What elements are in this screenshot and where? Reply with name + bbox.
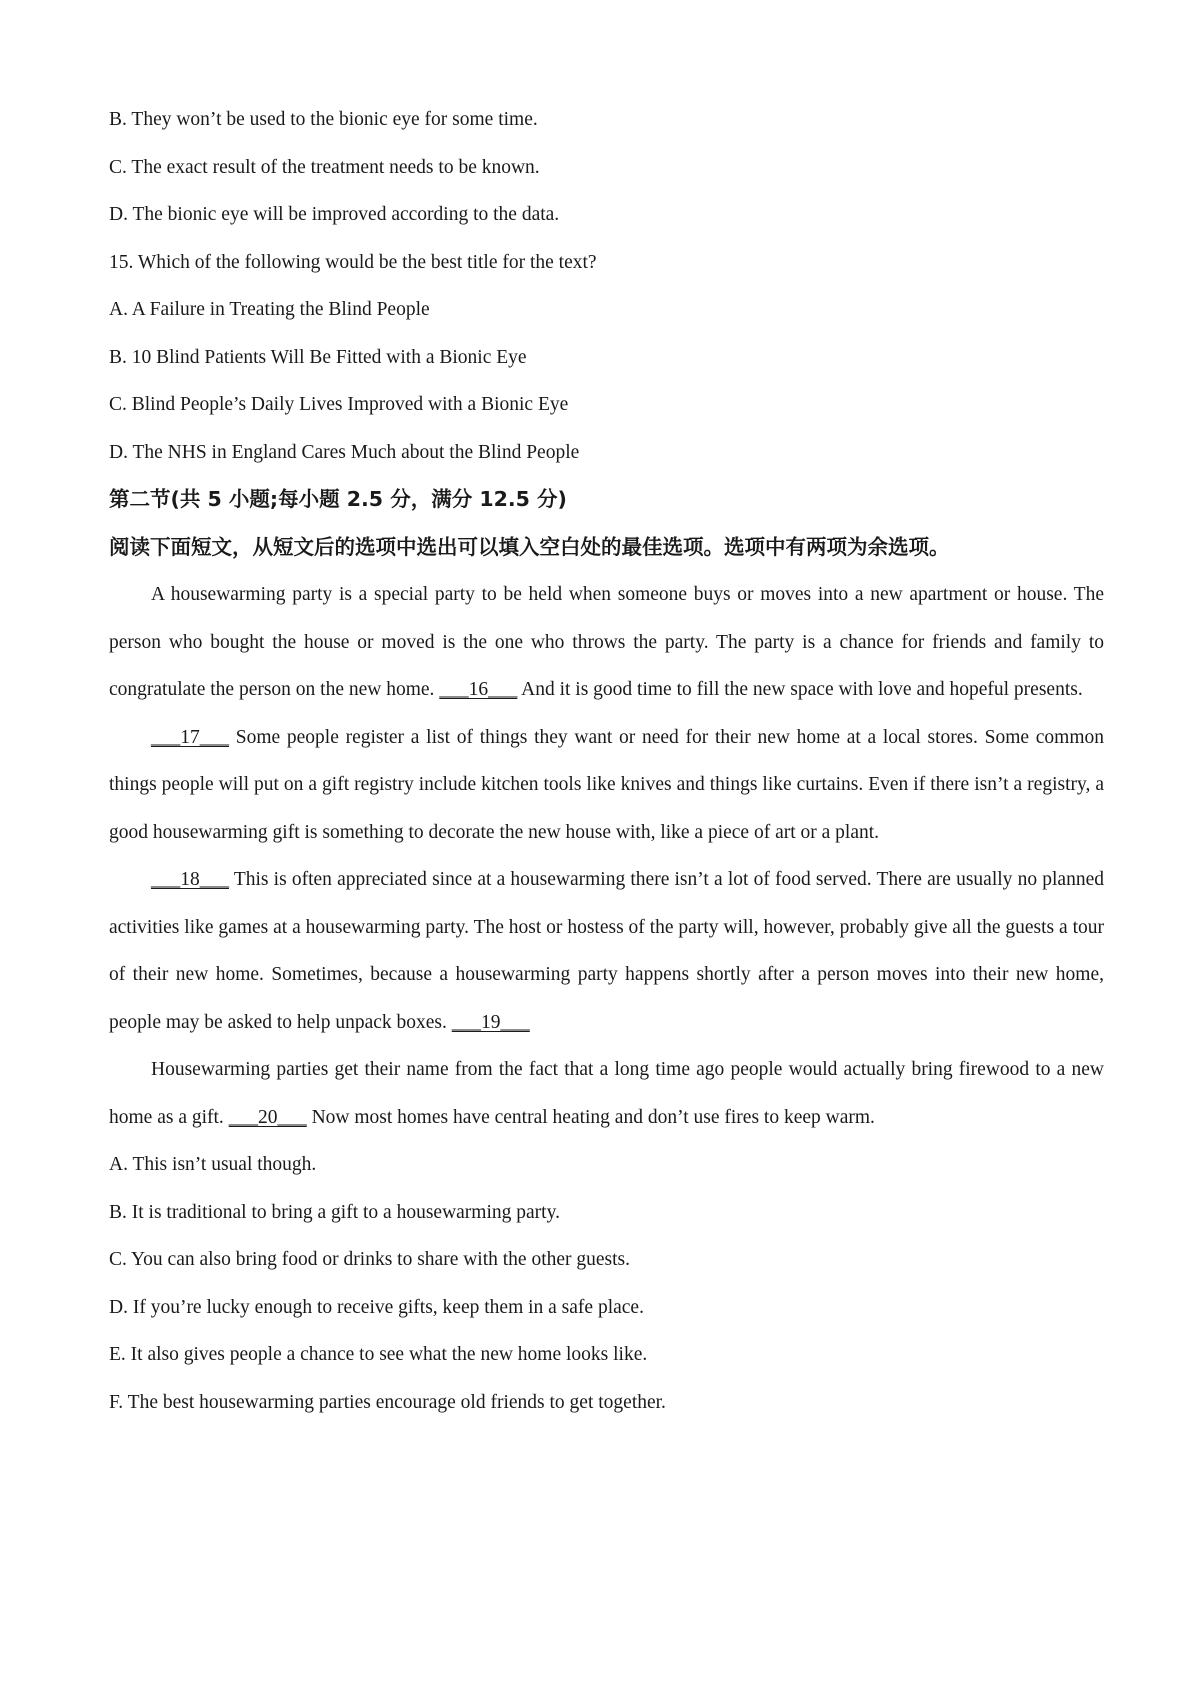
q15-option-b: B. 10 Blind Patients Will Be Fitted with a Bionic Eye — [109, 346, 527, 368]
paragraph-text: And it is good time to fill the new space with love and hopeful presents. — [517, 679, 1083, 700]
q14-option-b: B. They won’t be used to the bionic eye for some time. — [109, 109, 538, 130]
section-instruction: 阅读下面短文，从短文后的选项中选出可以填入空白处的最佳选项。选项中有两项为余选项。 — [109, 534, 950, 559]
choice-b: B. It is traditional to bring a gift to a housewarming party. — [109, 1201, 560, 1223]
paragraph-text: Some people register a list of things they want or need for their new home at a local stores. Some common things people will put on a gift registry include kitchen tools like knives and things like curtains. Even if there isn’t a registry, a good housewarming gift is something to decorate the new house with, like a piece of art or a plant. — [109, 726, 1104, 843]
passage-paragraph-2 — [109, 714, 1104, 857]
blank-20: ___20___ — [228, 1106, 307, 1128]
blank-18: ___18___ — [151, 869, 229, 890]
choice-d: D. If you’re lucky enough to receive gifts, keep them in a safe place. — [109, 1296, 644, 1318]
choice-c: C. You can also bring food or drinks to share with the other guests. — [109, 1249, 631, 1270]
paragraph-text: A housewarming party is a special party to be held when someone buys or moves into a new apartment or house. The person who bought the house or moved is the one who throws the party. The party is a chance for friends and family to congratulate the person on the new home. — [109, 584, 1104, 700]
paragraph-text: This is often appreciated since at a housewarming there isn’t a lot of food served. There are usually no planned activities like games at a housewarming party. The host or hostess of the party will, however, probably give all the guests a tour of their new home. Sometimes, because a housewarming party happens shortly after a person moves into their new home, people may be asked to help unpack boxes. — [109, 869, 1104, 1033]
passage-paragraph-1 — [109, 571, 1104, 714]
choice-a: A. This isn’t usual though. — [109, 1154, 317, 1175]
q14-option-d: D. The bionic eye will be improved according to the data. — [109, 204, 560, 225]
q15-option-d: D. The NHS in England Cares Much about the Blind People — [109, 441, 580, 463]
blank-16: ___16___ — [439, 679, 518, 700]
passage-paragraph-3 — [109, 856, 1104, 1046]
choice-f: F. The best housewarming parties encourage old friends to get together. — [109, 1391, 666, 1413]
blank-19: ___19___ — [451, 1011, 530, 1033]
q15-option-a: A. A Failure in Treating the Blind People — [109, 299, 430, 320]
paragraph-text: Now most homes have central heating and don’t use fires to keep warm. — [306, 1106, 875, 1128]
choice-e: E. It also gives people a chance to see what the new home looks like. — [109, 1344, 648, 1365]
passage-paragraph-4 — [109, 1046, 1104, 1141]
paragraph-text: Housewarming parties get their name from the fact that a long time ago people would actually bring firewood to a new home as a gift. — [109, 1059, 1104, 1128]
q15-question: 15. Which of the following would be the best title for the text? — [109, 251, 597, 273]
section-title: 第二节(共 5 小题;每小题 2.5 分，满分 12.5 分) — [109, 487, 567, 511]
exam-page — [109, 96, 1104, 1426]
q14-option-c: C. The exact result of the treatment needs to be known. — [109, 156, 540, 178]
blank-17: ___17___ — [151, 726, 229, 748]
q15-option-c: C. Blind People’s Daily Lives Improved with a Bionic Eye — [109, 394, 569, 415]
